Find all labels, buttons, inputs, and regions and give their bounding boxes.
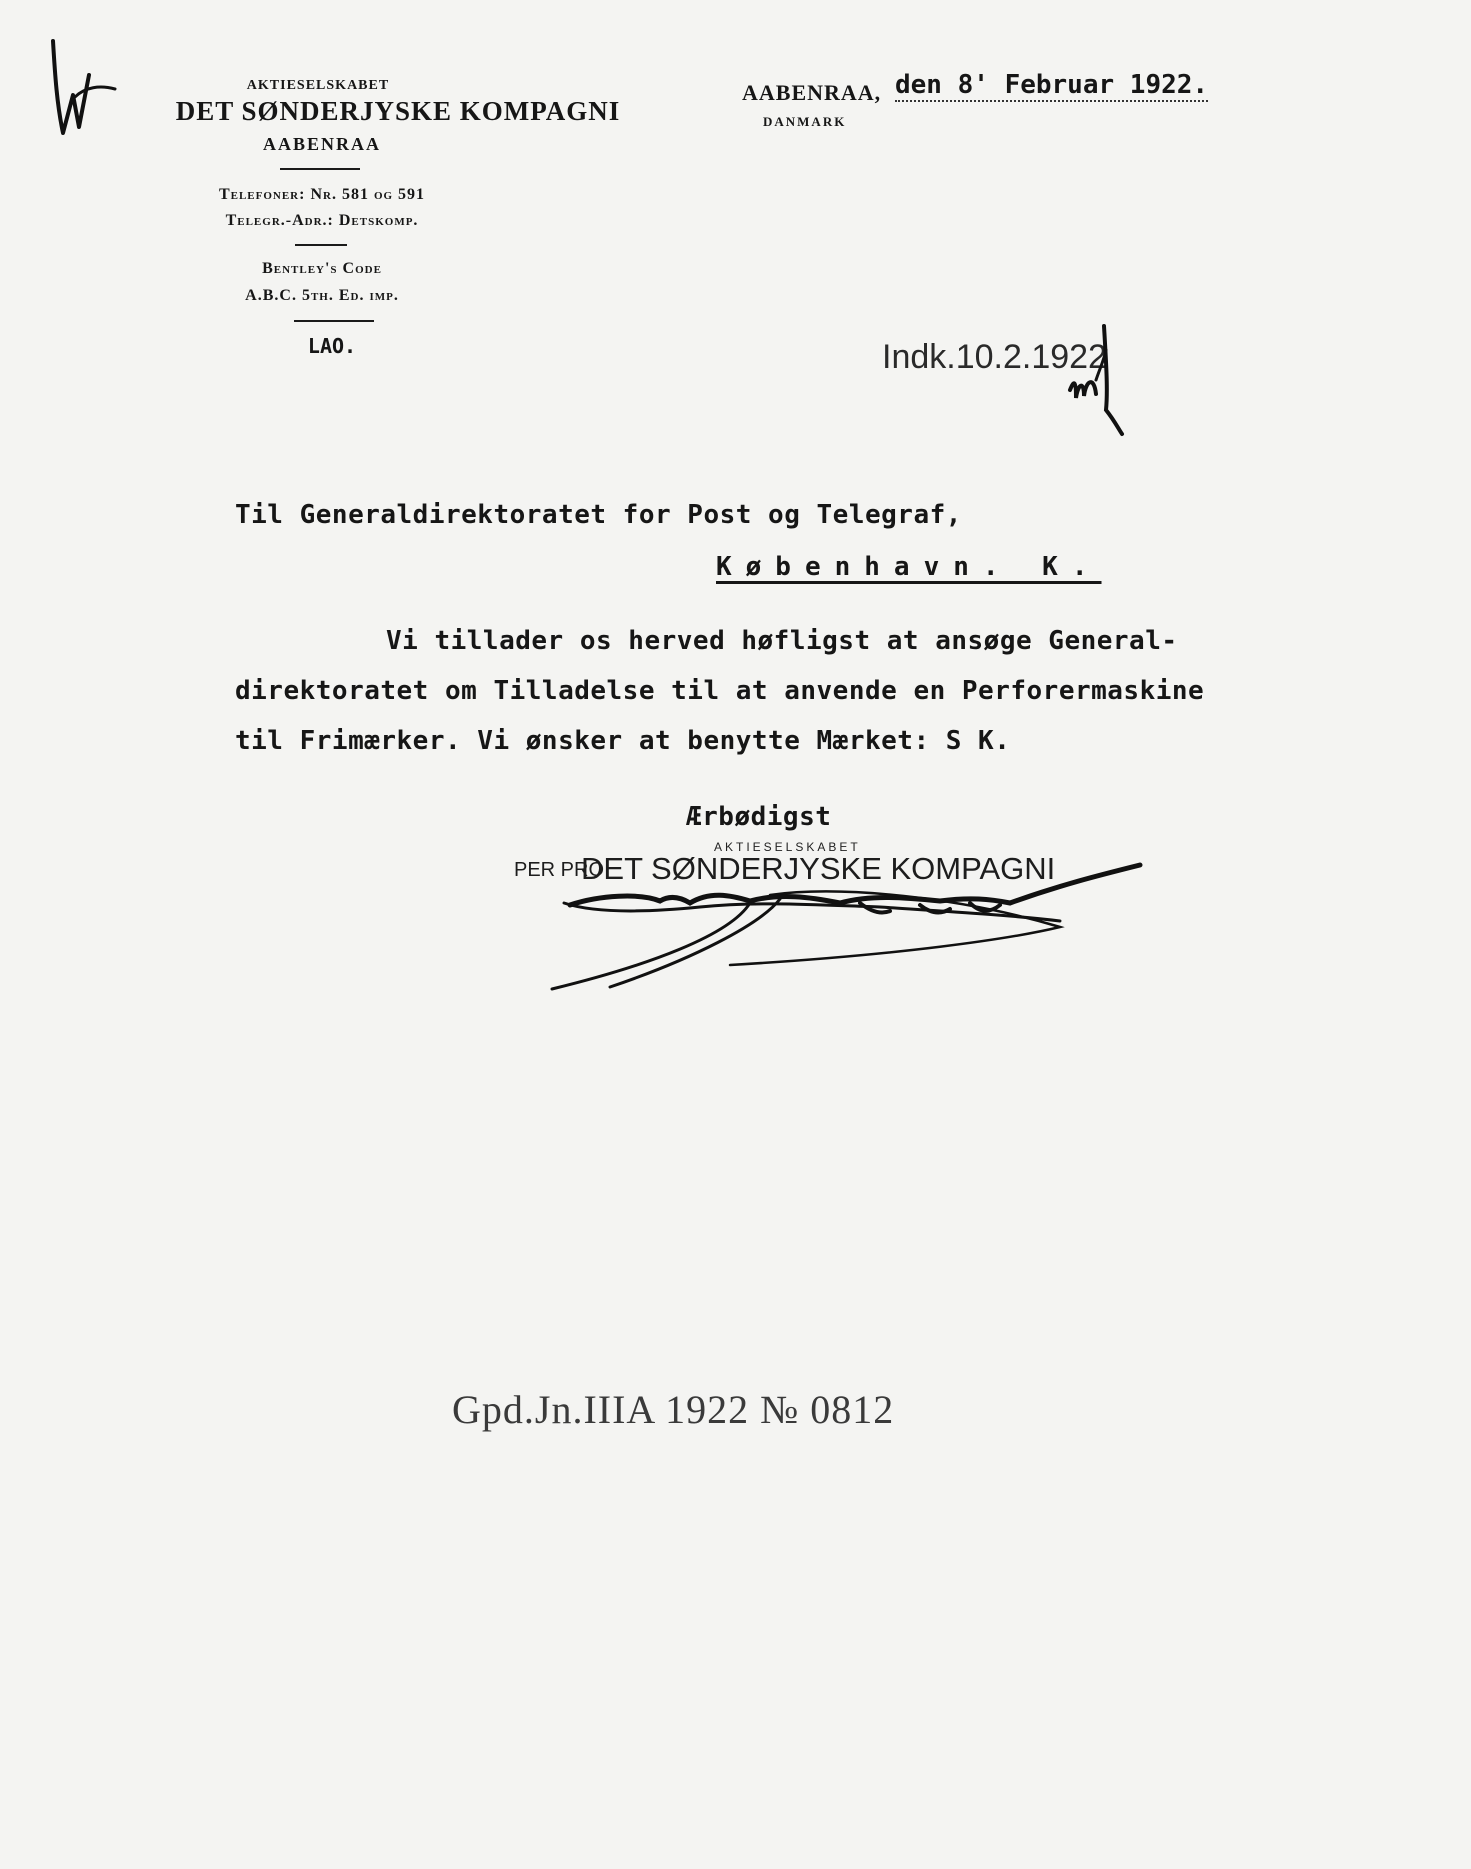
letterhead-telegraph-code: Bentley's Code bbox=[262, 260, 382, 277]
letterhead-company-form: AKTIESELSKABET bbox=[246, 78, 390, 93]
received-date-stamp: Indk.10.2.1922 bbox=[882, 338, 1107, 376]
handwritten-initials-received bbox=[1062, 320, 1132, 440]
letterhead-city: AABENRAA bbox=[262, 134, 382, 154]
journal-number-stamp: Gpd.Jn.IIIA 1922 № 0812 bbox=[452, 1387, 895, 1432]
signature-stamp-per-pro: PER PRO bbox=[514, 859, 605, 881]
dateline-date: den 8' Februar 1922. bbox=[895, 70, 1209, 100]
handwritten-signature bbox=[540, 855, 1150, 1005]
signature-stamp-company-name: DET SØNDERJYSKE KOMPAGNI bbox=[581, 851, 1056, 886]
letterhead-divider bbox=[280, 168, 360, 170]
letterhead-divider bbox=[295, 244, 347, 246]
letter-reference: LAO. bbox=[307, 334, 357, 358]
letterhead-phone: Telefoner: Nr. 581 og 591 bbox=[218, 186, 426, 203]
letterhead-divider bbox=[294, 320, 374, 322]
signature-stamp-company-form: AKTIESELSKABET bbox=[714, 840, 861, 854]
body-line-2: direktoratet om Tilladelse til at anvende en Perforermaskine bbox=[235, 676, 1205, 706]
dateline-country: DANMARK bbox=[763, 114, 847, 129]
body-line-3: til Frimærker. Vi ønsker at benytte Mærket: S K. bbox=[235, 726, 1011, 756]
letterhead-telegraph-code-edition: A.B.C. 5th. Ed. imp. bbox=[245, 287, 399, 304]
body-line-1: Vi tillader os herved høfligst at ansøge General- bbox=[386, 626, 1178, 656]
handwritten-initials-mark bbox=[45, 35, 125, 145]
letterhead-telegraph-address: Telegr.-Adr.: Detskomp. bbox=[225, 212, 419, 229]
dateline-place: AABENRAA, bbox=[742, 80, 882, 105]
closing-salutation: Ærbødigst bbox=[686, 802, 832, 832]
letterhead-company-name: DET SØNDERJYSKE KOMPAGNI bbox=[175, 96, 621, 126]
recipient-line: Til Generaldirektoratet for Post og Telegraf, bbox=[235, 500, 962, 530]
recipient-city: København. K. bbox=[716, 552, 1102, 582]
